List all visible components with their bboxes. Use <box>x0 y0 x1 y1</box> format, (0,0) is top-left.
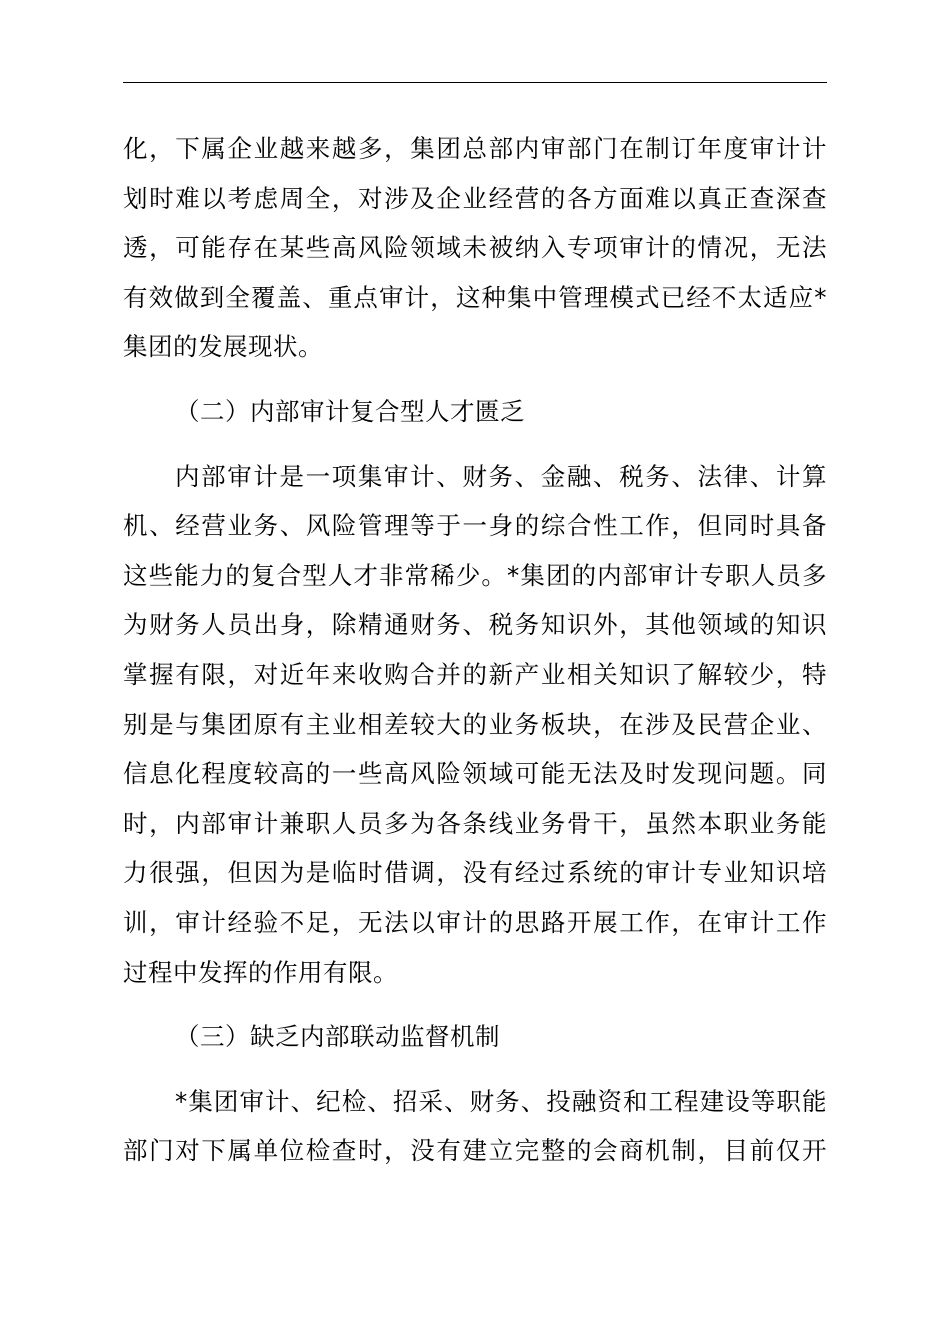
text-line: 部门对下属单位检查时，没有建立完整的会商机制，目前仅开 <box>123 1136 827 1166</box>
text-line: 信息化程度较高的一些高风险领域可能无法及时发现问题。同 <box>123 759 827 789</box>
header-rule <box>123 82 827 83</box>
document-body <box>123 124 827 1176</box>
text-line: 掌握有限，对近年来收购合并的新产业相关知识了解较少，特 <box>123 659 827 689</box>
text-line: *集团审计、纪检、招采、财务、投融资和工程建设等职能 <box>175 1086 827 1116</box>
text-line: 透，可能存在某些高风险领域未被纳入专项审计的情况，无法 <box>123 233 827 263</box>
text-line: 划时难以考虑周全，对涉及企业经营的各方面难以真正查深查 <box>123 183 827 213</box>
text-line: 化，下属企业越来越多，集团总部内审部门在制订年度审计计 <box>123 134 827 163</box>
text-line: 时，内部审计兼职人员多为各条线业务骨干，虽然本职业务能 <box>123 808 827 838</box>
paragraph-3 <box>123 1077 827 1176</box>
text-line: 训，审计经验不足，无法以审计的思路开展工作，在审计工作 <box>123 907 827 937</box>
text-line: 力很强，但因为是临时借调，没有经过系统的审计专业知识培 <box>123 858 827 888</box>
text-line: 这些能力的复合型人才非常稀少。*集团的内部审计专职人员多 <box>123 560 827 590</box>
text-line: 内部审计是一项集审计、财务、金融、税务、法律、计算 <box>175 461 827 491</box>
paragraph-2 <box>123 452 827 998</box>
paragraph-1 <box>123 124 827 372</box>
text-line: 过程中发挥的作用有限。 <box>123 957 398 987</box>
text-line: 有效做到全覆盖、重点审计，这种集中管理模式已经不太适应* <box>123 282 827 312</box>
section-heading-2: （二）内部审计复合型人才匮乏 <box>175 396 525 426</box>
text-line: 为财务人员出身，除精通财务、税务知识外，其他领域的知识 <box>123 610 827 640</box>
text-line: 别是与集团原有主业相差较大的业务板块，在涉及民营企业、 <box>123 709 827 739</box>
text-line: 集团的发展现状。 <box>123 332 323 362</box>
section-heading-3: （三）缺乏内部联动监督机制 <box>175 1022 500 1052</box>
text-line: 机、经营业务、风险管理等于一身的综合性工作，但同时具备 <box>123 511 827 541</box>
